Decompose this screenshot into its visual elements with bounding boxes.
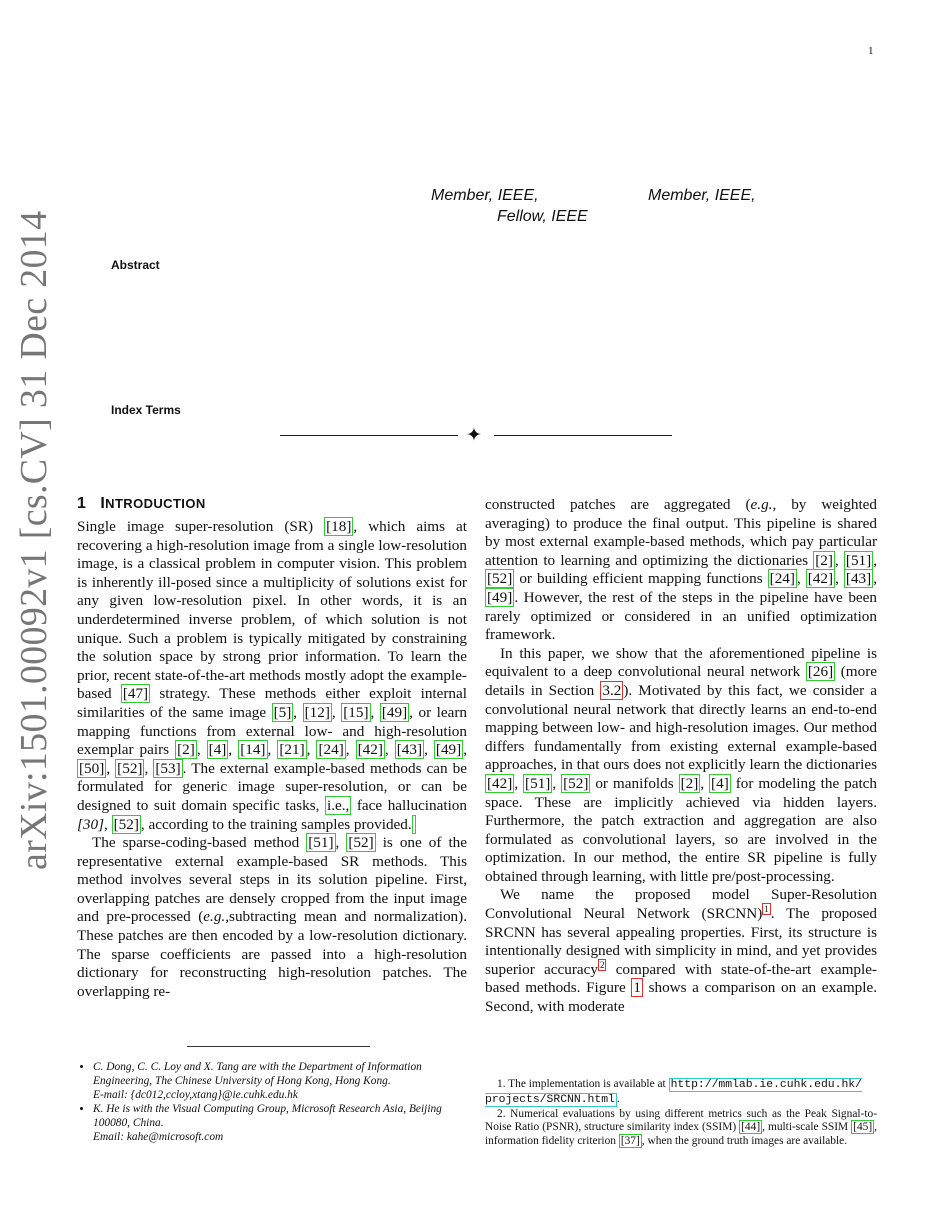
author-affiliation-1: Member, IEEE, <box>431 187 539 204</box>
citation-link[interactable]: [4] <box>208 741 227 759</box>
section-title-rest: NTRODUCTION <box>105 496 206 511</box>
citation-link[interactable]: [12] <box>304 703 330 721</box>
section-heading <box>77 495 206 513</box>
citation-link[interactable]: [49] <box>381 703 408 721</box>
intro-paragraph-5: We name the proposed model Super-Resolution Convolutional Neural Network (SRCNN) $^1$ . The proposed SRCNN has several appealing properties. First, its structure is intentionally designed with simplicity in mind, and yet provides superior accuracy $^2$ compared with state-of-the-art example-based methods. Figure 1 shows a comparison on an example. Second, with moderate <box>485 886 878 1016</box>
divider-star-icon: ✦ <box>466 424 482 446</box>
footnote-2: 2. Numerical evaluations by using different metrics such as the Peak Signal-to-Noise Ratio (PSNR), structure similarity index (SSIM) [44] , multi-scale SSIM [45] , information fidelity criterion [37] , when the ground truth images are available. <box>485 1107 877 1148</box>
citation-link[interactable]: [37] <box>620 1135 640 1148</box>
citation-link[interactable]: [52] <box>113 815 139 833</box>
citation-link[interactable]: [5] <box>273 703 292 721</box>
citation-link[interactable]: [52] <box>348 834 374 852</box>
divider-line-left <box>280 435 458 436</box>
citation-link[interactable]: [52] <box>563 774 589 792</box>
citation-link[interactable]: [49] <box>435 741 462 759</box>
section-title-initial: I <box>100 495 106 512</box>
citation-link[interactable]: [42] <box>357 741 383 759</box>
footnote-link-2[interactable]: 2 <box>599 959 605 970</box>
footnote-affiliation-1: • C. Dong, C. C. Loy and X. Tang are with the Department of Information Engineering, The Chinese University of Hong Kong, Hong Kong. E-mail: {dc012,ccloy,xtang}@ie.cuhk.edu.hk <box>93 1061 477 1102</box>
citation-link[interactable]: [14] <box>240 741 266 759</box>
citation-link[interactable]: [45] <box>853 1121 873 1134</box>
citation-link[interactable]: [51] <box>308 834 334 852</box>
footnote-rule <box>187 1046 370 1047</box>
citation-link[interactable]: [52] <box>487 570 513 588</box>
citation-link[interactable]: [15] <box>343 703 369 721</box>
index-terms-label: Index Terms <box>111 403 181 417</box>
section-number: 1 <box>77 495 87 512</box>
citation-link[interactable]: [18] <box>326 518 352 535</box>
citation-link[interactable]: [26] <box>807 663 834 681</box>
section-link[interactable]: 3.2 <box>602 681 622 699</box>
citation-link[interactable]: [42] <box>807 570 834 588</box>
page-footnotes <box>485 1078 877 1149</box>
citation-link[interactable]: [24] <box>318 741 344 759</box>
citation-link[interactable] <box>412 815 416 834</box>
citation-link[interactable]: [52] <box>117 759 143 777</box>
citation-link[interactable]: [21] <box>279 741 305 759</box>
figure-link[interactable]: 1 <box>633 979 641 997</box>
intro-paragraph-1: Single image super-resolution (SR) [18] , which aims at recovering a high-resolution image from a single low-resolution image, is a classical problem in computer vision. This problem is inherently ill-posed since a multiplicity of solutions exist for any given low-resolution pixel. In other words, it is an underdetermined inverse problem, of which solution is not unique. Such a problem is typically mitigated by constraining the solution space by strong prior information. To learn the prior, recent state-of-the-art methods mostly adopt the example-based [47] strategy. These methods either exploit internal similarities of the same image [5] , [12] , [15] , [49] , or learn mapping functions from external low- and high-resolution exemplar pairs [2] , [4] , [14] , [21] , [24] , [42] , [43] , [49] , [50] , [52] , [53] . The external example-based methods can be formulated for generic image super-resolution, or can be designed to suit domain specific tasks, i.e., face hallucination [30], [52] , according to the training samples provided. <box>77 518 468 833</box>
citation-link[interactable]: [53] <box>155 759 181 777</box>
divider-line-right <box>494 435 672 436</box>
intro-paragraph-4: In this paper, we show that the aforementioned pipeline is equivalent to a deep convolutional neural network [26] (more details in Section 3.2 ). Motivated by this fact, we consider a convolutional neural network that directly learns an end-to-end mapping between low- and high-resolution images. Our method differs fundamentally from existing external example-based approaches, in that ours does not explicitly learn the dictionaries [42] , [51] , [52] or manifolds [2] , [4] for modeling the patch space. These are implicitly achieved via hidden layers. Furthermore, the patch extraction and aggregation are also formulated as convolutional layers, so are involved in the optimization. In our method, the entire SR pipeline is fully obtained through learning, with little pre/post-processing. <box>485 644 878 885</box>
abstract-label: Abstract <box>111 258 160 272</box>
implementation-url-link[interactable]: http://mmlab.ie.cuhk.edu.hk/ projects/SRCNN.html <box>485 1079 862 1106</box>
author-affiliation-2: Member, IEEE, <box>648 187 756 204</box>
citation-link[interactable]: [43] <box>396 741 423 759</box>
citation-link[interactable]: [2] <box>177 741 195 759</box>
author-footnotes <box>77 1061 477 1146</box>
footnote-link-1[interactable]: 1 <box>764 904 769 914</box>
citation-link[interactable]: [43] <box>845 570 872 588</box>
citation-link[interactable]: [2] <box>680 774 699 792</box>
citation-link[interactable]: [24] <box>769 570 795 588</box>
citation-link[interactable]: [50] <box>79 759 105 777</box>
citation-link[interactable]: [47] <box>122 685 149 703</box>
citation-link[interactable]: [4] <box>711 774 729 792</box>
footnote-affiliation-2: • K. He is with the Visual Computing Group, Microsoft Research Asia, Beijing 100080, China. Email: kahe@microsoft.com <box>93 1103 477 1144</box>
citation-link[interactable]: [51] <box>525 774 551 792</box>
section-divider <box>280 424 672 446</box>
left-column <box>77 518 467 1001</box>
citation-link[interactable]: [42] <box>487 774 513 792</box>
right-column <box>485 496 877 1017</box>
page-number: 1 <box>868 45 874 57</box>
citation-link[interactable]: [49] <box>487 588 513 606</box>
intro-paragraph-3: constructed patches are aggregated (e.g., by weighted averaging) to produce the final output. This pipeline is shared by most external example-based methods, which pay particular attention to learning and optimizing the dictionaries [2] , [51] , [52] or building efficient mapping functions [24] , [42] , [43] , [49] . However, the rest of the steps in the pipeline have been rarely optimized or considered in an unified optimization framework. <box>485 496 878 644</box>
footnote-1: 1. The implementation is available at http://mmlab.ie.cuhk.edu.hk/ projects/SRCNN.html . <box>485 1078 862 1106</box>
citation-link[interactable]: [44] <box>741 1121 761 1134</box>
author-affiliation-3: Fellow, IEEE <box>497 208 588 225</box>
citation-link[interactable]: [51] <box>845 551 872 569</box>
arxiv-stamp: arXiv:1501.00092v1 [cs.CV] 31 Dec 2014 <box>13 210 55 870</box>
intro-paragraph-2: The sparse-coding-based method [51] , [52] is one of the representative external example-based SR methods. This method involves several steps in its solution pipeline. First, overlapping patches are densely cropped from the input image and pre-processed (e.g.,subtracting mean and normalization). These patches are then encoded by a low-resolution dictionary. The sparse coefficients are passed into a high-resolution dictionary for reconstructing high-resolution patches. The overlapping re- <box>77 834 468 1000</box>
citation-link[interactable]: i.e., <box>326 796 350 814</box>
citation-link[interactable]: [2] <box>815 551 833 569</box>
